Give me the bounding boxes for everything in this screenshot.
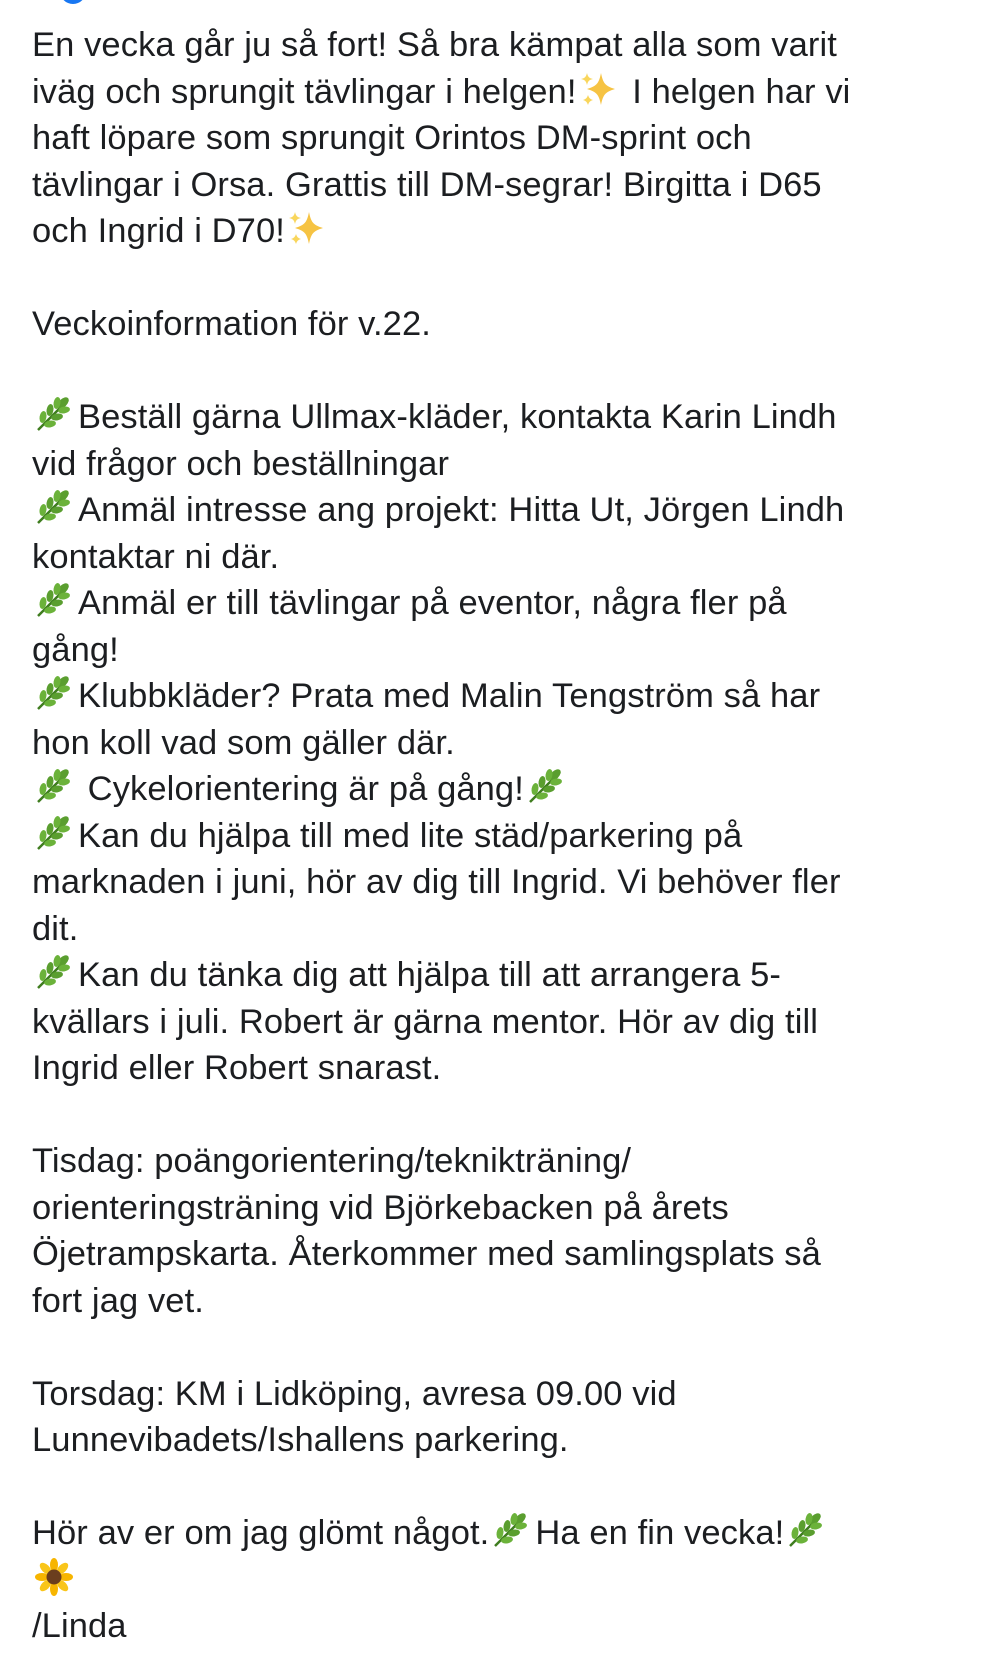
post-line: Ingrid eller Robert snarast. (32, 1049, 442, 1087)
post-line: Tisdag: poängorientering/teknikträning/ (32, 1142, 632, 1180)
post-line: Öjetrampskarta. Återkommer med samlingsplats så (32, 1235, 821, 1273)
post-line: Lunnevibadets/Ishallens parkering. (32, 1421, 569, 1459)
post-line (32, 1557, 982, 1604)
herb-icon (32, 813, 76, 853)
post-line: dit. (32, 909, 79, 948)
herb-icon (784, 1510, 828, 1550)
sparkles-icon (285, 208, 329, 248)
post-line: orienteringsträning vid Björkebacken på årets (32, 1188, 729, 1227)
post-line: fort jag vet. (32, 1281, 204, 1320)
sunflower-icon (32, 1557, 76, 1597)
post-line: Cykelorientering är på gång! (32, 766, 982, 813)
post-line: haft löpare som sprungit Orintos DM-sprint och (32, 119, 752, 157)
post-line: och Ingrid i D70! (32, 208, 982, 255)
herb-icon (32, 487, 76, 527)
post-line: kvällars i juli. Robert är gärna mentor. Hör av dig till (32, 1002, 818, 1041)
post-line: Anmäl intresse ang projekt: Hitta Ut, Jörgen Lindh (32, 487, 982, 534)
post-line: En vecka går ju så fort! Så bra kämpat alla som varit (32, 26, 837, 64)
post-line: gång! (32, 630, 119, 669)
herb-icon (32, 394, 76, 434)
blank-line (32, 1464, 982, 1511)
post-body (32, 22, 982, 1650)
post-line: marknaden i juni, hör av dig till Ingrid. Vi behöver fler (32, 863, 841, 901)
post-line: hon koll vad som gäller där. (32, 723, 455, 762)
post-line: Torsdag: KM i Lidköping, avresa 09.00 vid (32, 1374, 677, 1413)
post-line: tävlingar i Orsa. Grattis till DM-segrar! Birgitta i D65 (32, 165, 822, 204)
blank-line (32, 1092, 982, 1139)
post-line: Anmäl er till tävlingar på eventor, några fler på (32, 580, 982, 627)
post-line: Kan du tänka dig att hjälpa till att arrangera 5- (32, 952, 982, 999)
post-line: Beställ gärna Ullmax-kläder, kontakta Karin Lindh (32, 394, 982, 441)
post-line: vid frågor och beställningar (32, 444, 450, 483)
post-line: Klubbkläder? Prata med Malin Tengström så har (32, 673, 982, 720)
herb-icon (489, 1510, 533, 1550)
post-line: kontaktar ni där. (32, 537, 280, 576)
herb-icon (524, 766, 568, 806)
herb-icon (32, 952, 76, 992)
herb-icon (32, 766, 76, 806)
herb-icon (32, 580, 76, 620)
avatar-fragment (60, 0, 86, 4)
post-line: Hör av er om jag glömt något. Ha en fin vecka! (32, 1510, 982, 1557)
sparkles-icon (577, 69, 621, 109)
blank-line (32, 348, 982, 395)
post-line: iväg och sprungit tävlingar i helgen! I helgen har vi (32, 69, 982, 116)
blank-line (32, 1324, 982, 1371)
post-line: Veckoinformation för v.22. (32, 305, 431, 343)
herb-icon (32, 673, 76, 713)
post-line: /Linda (32, 1607, 127, 1645)
post-line: Kan du hjälpa till med lite städ/parkering på (32, 813, 982, 860)
blank-line (32, 255, 982, 302)
